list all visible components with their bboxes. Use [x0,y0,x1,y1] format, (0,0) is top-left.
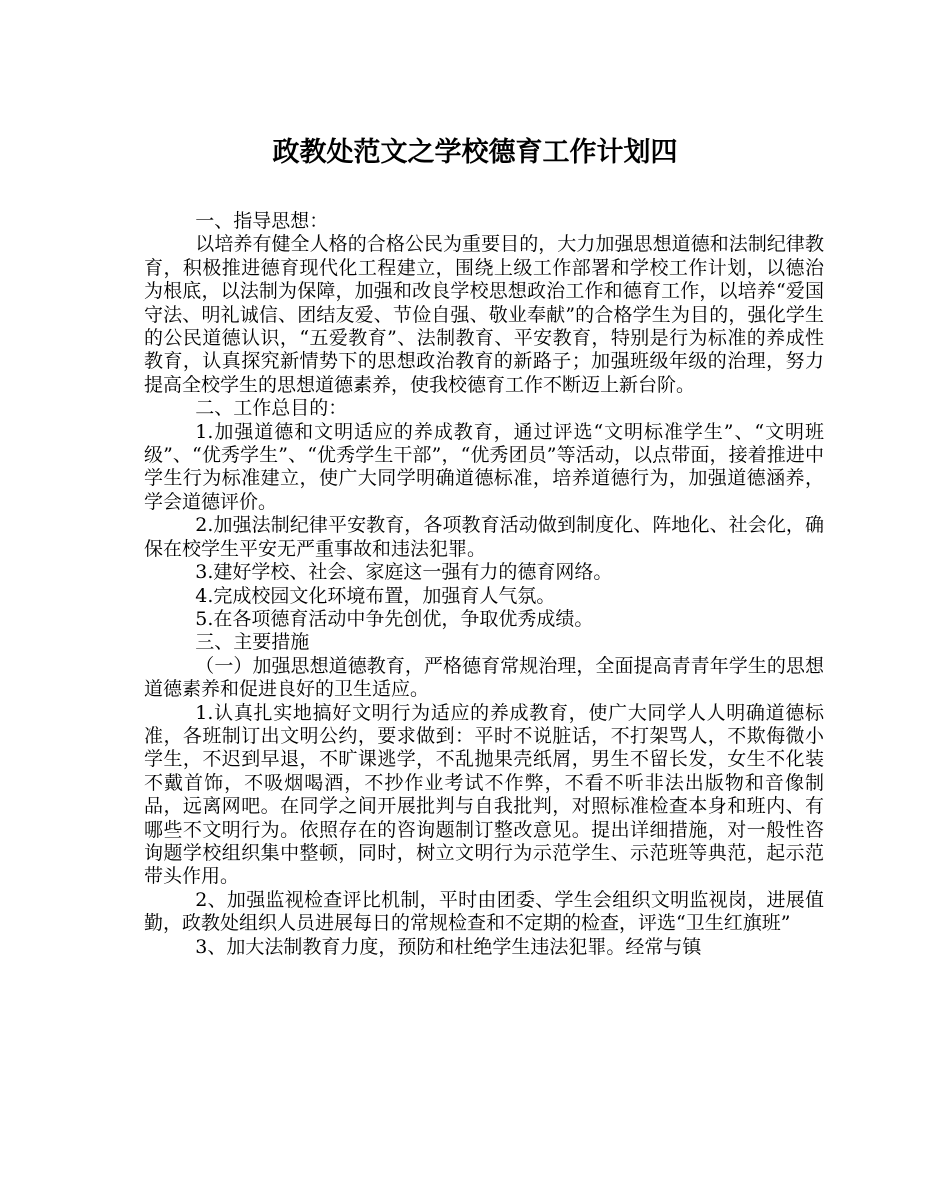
section-heading-main-measures: 三、主要措施 [195,631,310,654]
measure-item-3: 3、加大法制教育力度，预防和杜绝学生违法犯罪。经常与镇 [195,935,702,958]
document-body [144,210,824,959]
measure-subheading-1: （一）加强思想道德教育，严格德育常规治理，全面提高青青年学生的思想道德素养和促进良好的卫生适应。 [144,654,824,701]
paragraph-guiding-ideology: 以培养有健全人格的合格公民为重要目的，大力加强思想道德和法制纪律教育，积极推进德育现代化工程建立，围绕上级工作部署和学校工作计划，以德治为根底，以法制为保障，加强和改良学校思想政治工作和德育工作，以培养“爱国守法、明礼诚信、团结友爱、节俭自强、敬业奉献”的合格学生为目的，强化学生的公民道德认识，“五爱教育”、法制教育、平安教育，特别是行为标准的养成性教育，认真探究新情势下的思想政治教育的新路子；加强班级年级的治理，努力提高全校学生的思想道德素养，使我校德育工作不断迈上新台阶。 [144,233,824,396]
document-title: 政教处范文之学校德育工作计划四 [272,137,678,168]
goal-item-4: 4.完成校园文化环境布置，加强育人气氛。 [195,584,556,607]
goal-item-3: 3.建好学校、社会、家庭这一强有力的德育网络。 [195,561,613,584]
goal-item-2: 2.加强法制纪律平安教育，各项教育活动做到制度化、阵地化、社会化，确保在校学生平安无严重事故和违法犯罪。 [144,514,824,560]
section-heading-overall-goals: 二、工作总目的： [195,397,348,420]
goal-item-5: 5.在各项德育活动中争先创优，争取优秀成绩。 [195,607,594,630]
measure-item-1: 1.认真扎实地搞好文明行为适应的养成教育，使广大同学人人明确道德标准，各班制订出文明公约，要求做到：平时不说脏话，不打架骂人，不欺侮微小学生，不迟到早退，不旷课逃学，不乱抛果壳纸屑，男生不留长发，女生不化装不戴首饰，不吸烟喝酒，不抄作业考试不作弊，不看不听非法出版物和音像制品，远离网吧。在同学之间开展批判与自我批判，对照标准检查本身和班内、有哪些不文明行为。依照存在的咨询题制订整改意见。提出详细措施，对一般性咨询题学校组织集中整顿，同时，树立文明行为示范学生、示范班等典范，起示范带头作用。 [144,701,824,888]
section-heading-guiding-ideology: 一、指导思想： [195,210,329,232]
goal-item-1: 1.加强道德和文明适应的养成教育，通过评选“文明标准学生”、“文明班级”、“优秀学生”、“优秀学生干部”，“优秀团员”等活动，以点带面，接着推进中学生行为标准建立，使广大同学明确道德标准，培养道德行为，加强道德涵养，学会道德评价。 [144,420,824,513]
measure-item-2: 2、加强监视检查评比机制，平时由团委、学生会组织文明监视岗，进展值勤，政教处组织人员进展每日的常规检查和不定期的检查，评选“卫生红旗班” [144,888,824,935]
